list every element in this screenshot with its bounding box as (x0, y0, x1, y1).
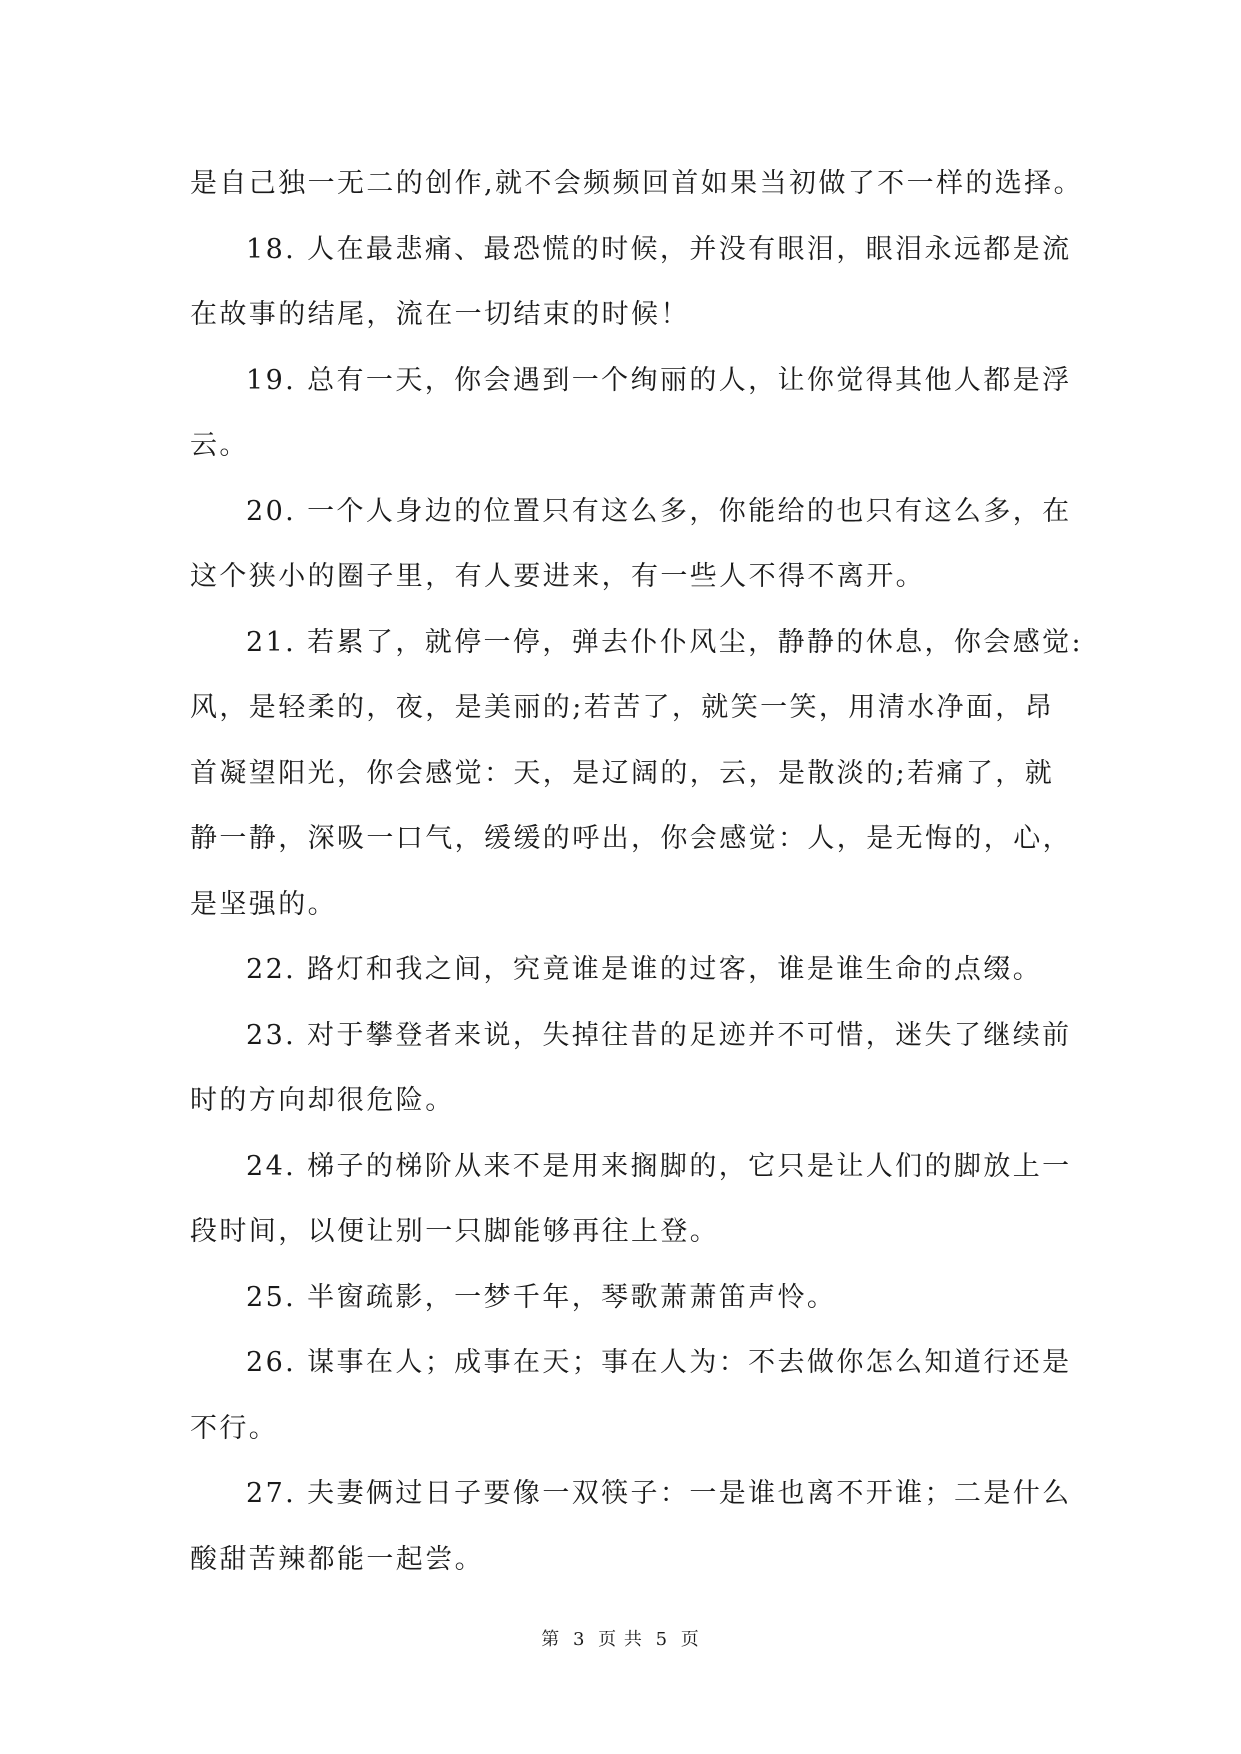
text-line: 首凝望阳光，你会感觉：天，是辽阔的，云，是散淡的;若痛了，就 (190, 757, 1055, 789)
text-line: 22. 路灯和我之间，究竟谁是谁的过客，谁是谁生命的点缀。 (246, 954, 1043, 985)
text-line: 20. 一个人身边的位置只有这么多，你能给的也只有这么多，在 (246, 495, 1072, 527)
text-line: 时的方向却很危险。 (190, 1085, 455, 1116)
total-page-count: 5 (655, 1629, 669, 1650)
text-line: 27. 夫妻俩过日子要像一双筷子：一是谁也离不开谁；二是什么 (246, 1478, 1072, 1509)
text-line: 23. 对于攀登者来说，失掉往昔的足迹并不可惜，迷失了继续前 (246, 1019, 1072, 1051)
text-line: 在故事的结尾，流在一切结束的时候！ (190, 299, 690, 330)
footer-middle: 页 共 (598, 1629, 643, 1650)
text-line: 18. 人在最悲痛、最恐慌的时候，并没有眼泪，眼泪永远都是流 (246, 233, 1072, 265)
page-footer (0, 1625, 1241, 1651)
text-line: 段时间，以便让别一只脚能够再往上登。 (190, 1216, 720, 1247)
current-page-number: 3 (572, 1629, 586, 1650)
text-line: 风，是轻柔的，夜，是美丽的;若苦了，就笑一笑，用清水净面，昂 (190, 692, 1055, 723)
text-line: 这个狭小的圈子里，有人要进来，有一些人不得不离开。 (190, 561, 925, 592)
document-body (190, 151, 1084, 1592)
text-line: 云。 (190, 430, 249, 461)
text-line: 25. 半窗疏影，一梦千年，琴歌萧萧笛声怜。 (246, 1281, 837, 1313)
text-line: 26. 谋事在人；成事在天；事在人为：不去做你怎么知道行还是 (246, 1347, 1072, 1378)
footer-suffix: 页 (680, 1629, 700, 1650)
text-line: 不行。 (190, 1412, 279, 1444)
footer-prefix: 第 (541, 1629, 561, 1650)
text-line: 21. 若累了，就停一停，弹去仆仆风尘，静静的休息，你会感觉: (246, 626, 1084, 658)
text-line: 静一静，深吸一口气，缓缓的呼出，你会感觉：人，是无悔的，心， (190, 823, 1072, 854)
text-line: 是自己独一无二的创作,就不会频频回首如果当初做了不一样的选择。 (190, 168, 1083, 199)
text-line: 酸甜苦辣都能一起尝。 (190, 1543, 484, 1575)
text-line: 24. 梯子的梯阶从来不是用来搁脚的，它只是让人们的脚放上一 (246, 1150, 1072, 1182)
text-line: 19. 总有一天，你会遇到一个绚丽的人，让你觉得其他人都是浮 (246, 364, 1072, 396)
text-line: 是坚强的。 (190, 888, 337, 920)
